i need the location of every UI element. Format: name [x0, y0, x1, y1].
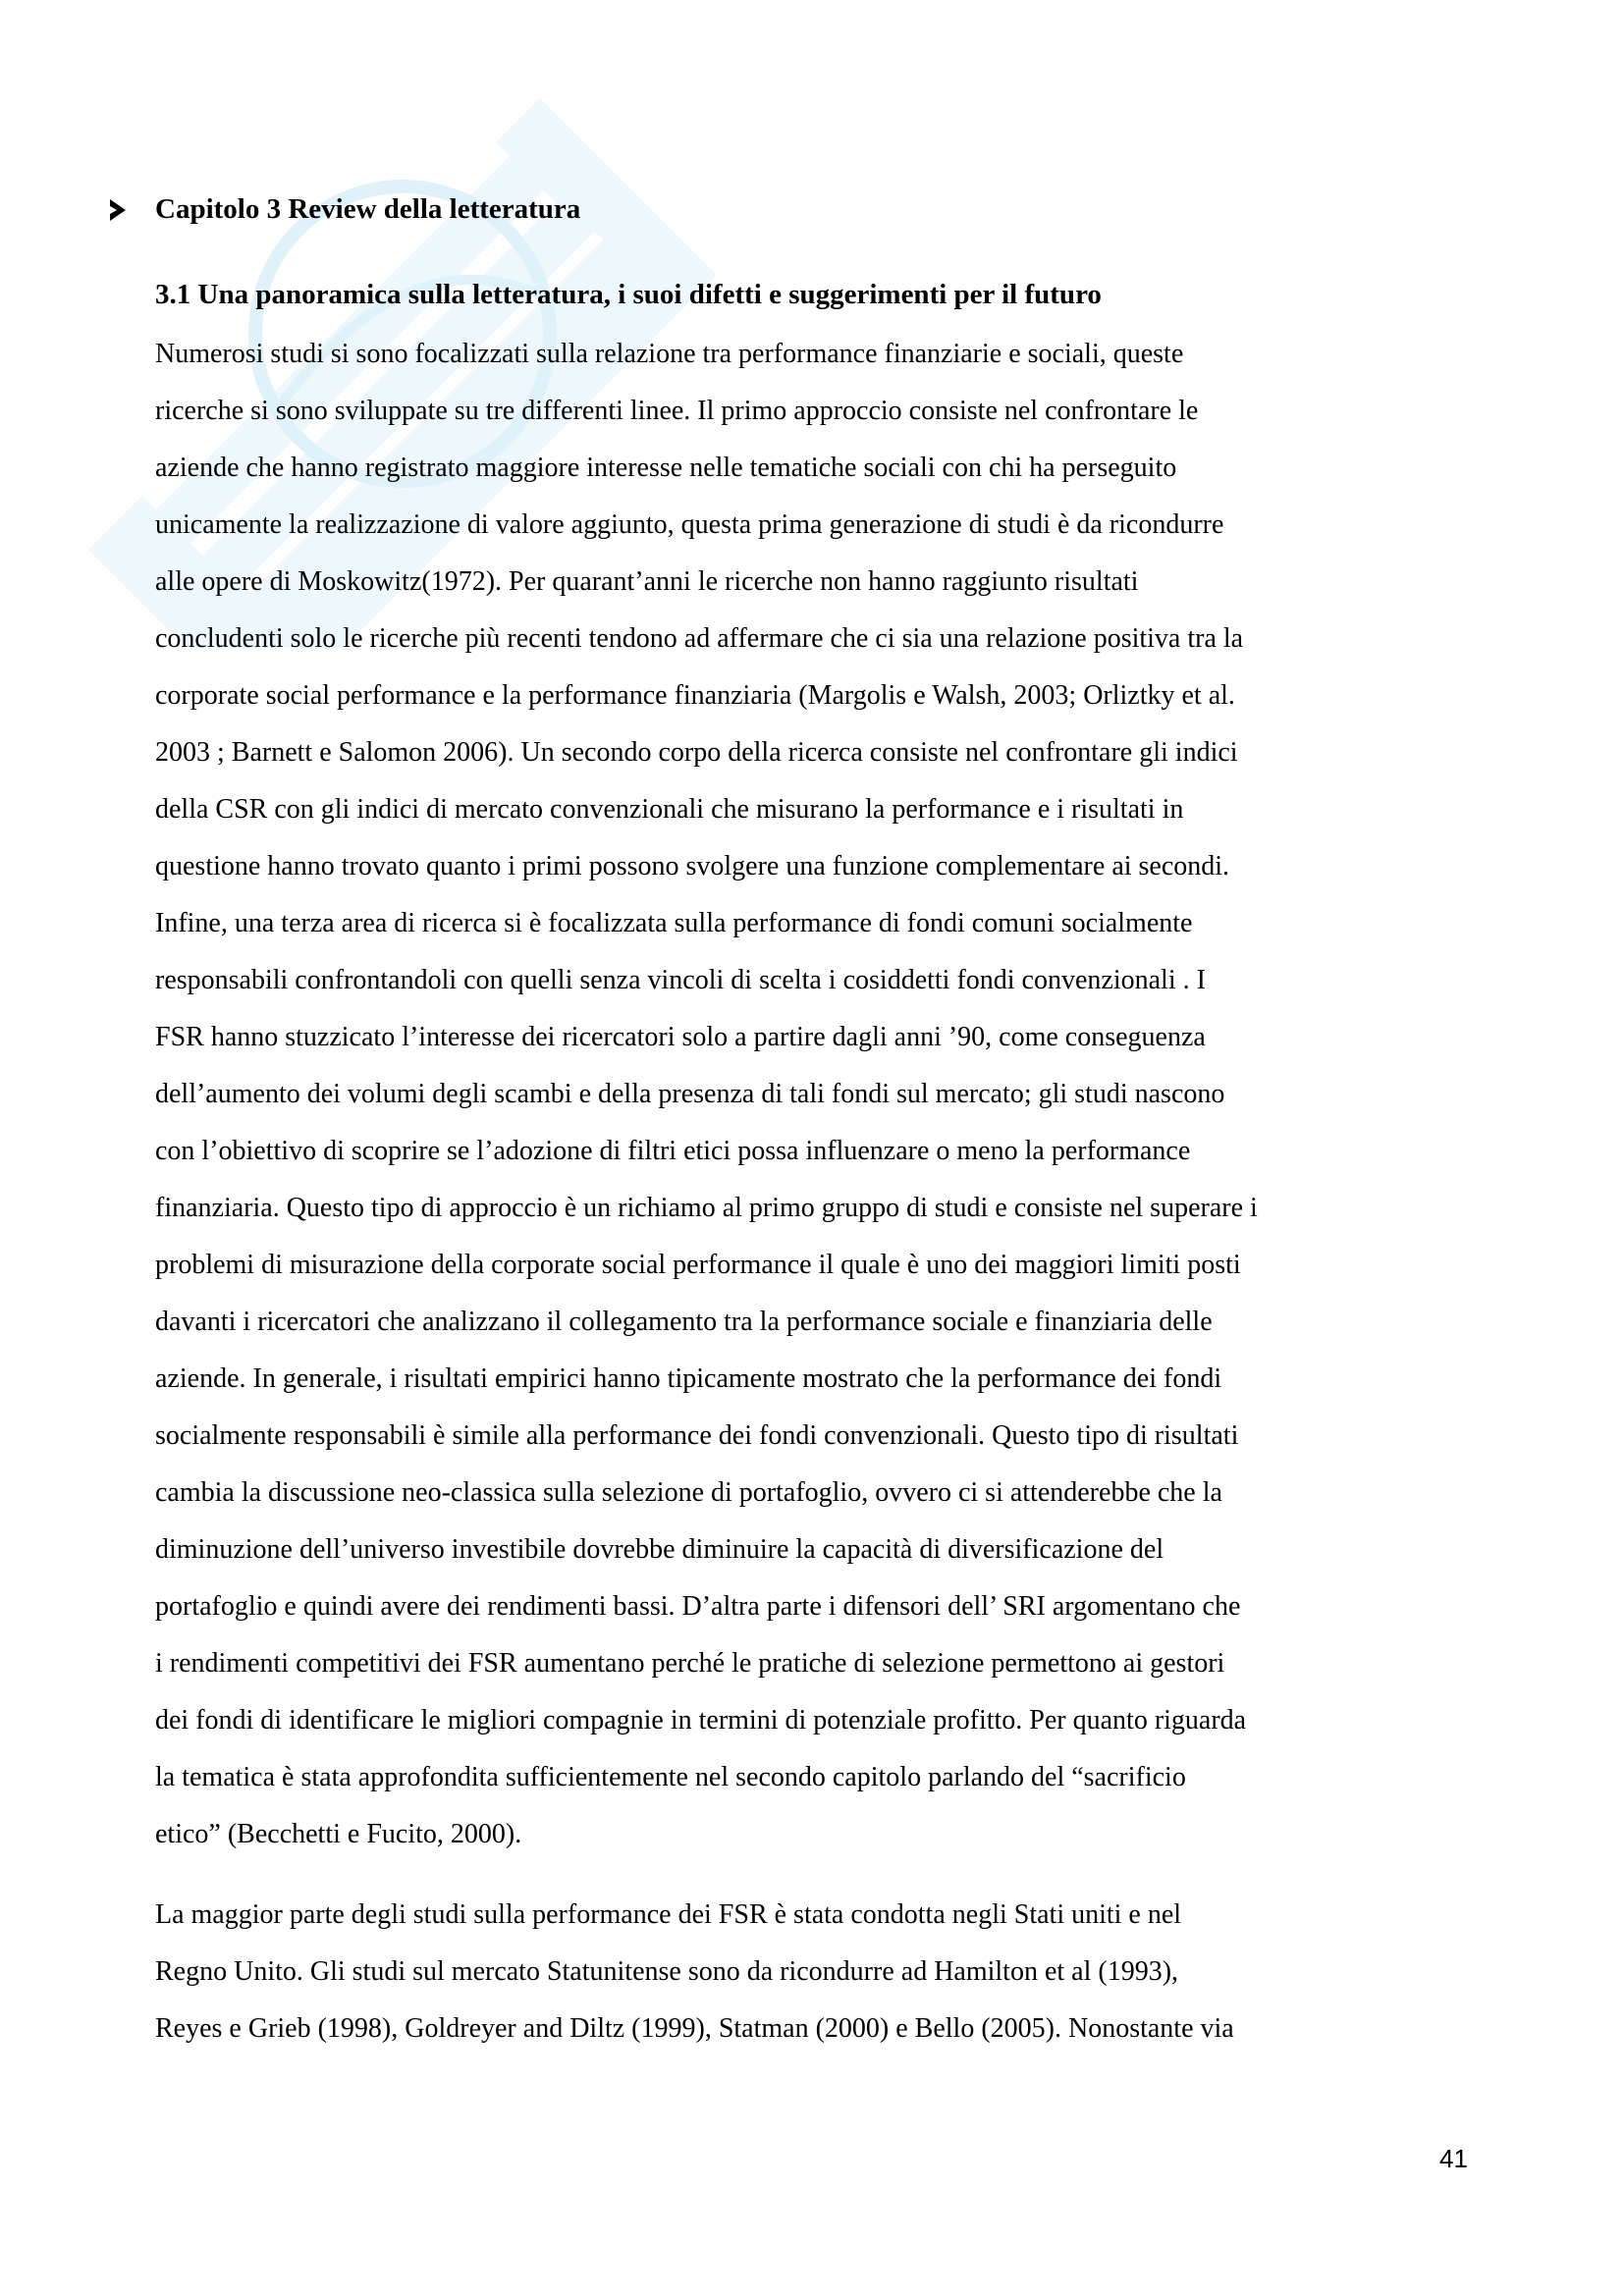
text-line: alle opere di Moskowitz(1972). Per quarant’anni le ricerche non hanno raggiunto risultati — [155, 566, 1139, 597]
text-line: dei fondi di identificare le migliori compagnie in termini di potenziale profitto. Per quanto riguarda — [155, 1705, 1247, 1735]
text-line: questione hanno trovato quanto i primi possono svolgere una funzione complementare ai secondi. — [155, 851, 1230, 881]
text-line: problemi di misurazione della corporate social performance il quale è uno dei maggiori limiti posti — [155, 1250, 1241, 1280]
text-line: dell’aumento dei volumi degli scambi e della presenza di tali fondi sul mercato; gli studi nascono — [155, 1079, 1225, 1109]
text-line: Infine, una terza area di ricerca si è focalizzata sulla performance di fondi comuni socialmente — [155, 908, 1193, 938]
text-line: la tematica è stata approfondita sufficientemente nel secondo capitolo parlando del “sacrificio — [155, 1762, 1186, 1792]
text-line: diminuzione dell’universo investibile dovrebbe diminuire la capacità di diversificazione del — [155, 1534, 1164, 1565]
text-line: aziende. In generale, i risultati empirici hanno tipicamente mostrato che la performance dei fondi — [155, 1363, 1222, 1394]
text-line: 2003 ; Barnett e Salomon 2006). Un secondo corpo della ricerca consiste nel confrontare gli indici — [155, 737, 1238, 768]
text-line: etico” (Becchetti e Fucito, 2000). — [155, 1819, 522, 1849]
page-number: 41 — [1439, 2144, 1468, 2173]
text-line: aziende che hanno registrato maggiore interesse nelle tematiche sociali con chi ha perseguito — [155, 453, 1177, 483]
text-line: i rendimenti competitivi dei FSR aumentano perché le pratiche di selezione permettono ai gestori — [155, 1648, 1225, 1679]
text-line: responsabili confrontandoli con quelli senza vincoli di scelta i cosiddetti fondi convenzionali . I — [155, 965, 1206, 995]
text-line: finanziaria. Questo tipo di approccio è un richiamo al primo gruppo di studi e consiste nel superare i — [155, 1193, 1258, 1223]
section-title: 3.1 Una panoramica sulla letteratura, i suoi difetti e suggerimenti per il futuro — [155, 279, 1102, 310]
chapter-heading — [110, 193, 580, 226]
text-line: portafoglio e quindi avere dei rendimenti bassi. D’altra parte i difensori dell’ SRI argomentano che — [155, 1591, 1241, 1622]
text-line: La maggior parte degli studi sulla performance dei FSR è stata condotta negli Stati uniti e nel — [155, 1899, 1182, 1930]
text-line: Regno Unito. Gli studi sul mercato Statunitense sono da ricondurre ad Hamilton et al (1993), — [155, 1956, 1179, 1987]
text-line: davanti i ricercatori che analizzano il collegamento tra la performance sociale e finanziaria delle — [155, 1307, 1213, 1337]
text-line: corporate social performance e la performance finanziaria (Margolis e Walsh, 2003; Orliztky et al. — [155, 680, 1235, 711]
text-line: della CSR con gli indici di mercato convenzionali che misurano la performance e i risultati in — [155, 794, 1184, 825]
paragraph-2 — [155, 1887, 1490, 2057]
text-line: FSR hanno stuzzicato l’interesse dei ricercatori solo a partire dagli anni ’90, come conseguenza — [155, 1022, 1206, 1052]
text-line: Numerosi studi si sono focalizzati sulla relazione tra performance finanziarie e sociali, queste — [155, 339, 1184, 369]
text-line: con l’obiettivo di scoprire se l’adozione di filtri etici possa influenzare o meno la performance — [155, 1136, 1191, 1166]
text-line: unicamente la realizzazione di valore aggiunto, questa prima generazione di studi è da ricondurre — [155, 509, 1224, 540]
paragraph-1 — [155, 326, 1490, 1863]
text-line: Reyes e Grieb (1998), Goldreyer and Diltz (1999), Statman (2000) e Bello (2005). Nonostante via — [155, 2013, 1234, 2044]
arrow-bullet-icon — [110, 199, 126, 221]
text-line: cambia la discussione neo-classica sulla selezione di portafoglio, ovvero ci si attenderebbe che la — [155, 1477, 1222, 1508]
text-line: ricerche si sono sviluppate su tre differenti linee. Il primo approccio consiste nel confrontare le — [155, 396, 1199, 426]
text-line: concludenti solo le ricerche più recenti tendono ad affermare che ci sia una relazione positiva tra la — [155, 623, 1244, 654]
text-line: socialmente responsabili è simile alla performance dei fondi convenzionali. Questo tipo di risultati — [155, 1420, 1239, 1451]
chapter-title: Capitolo 3 Review della letteratura — [155, 193, 581, 225]
